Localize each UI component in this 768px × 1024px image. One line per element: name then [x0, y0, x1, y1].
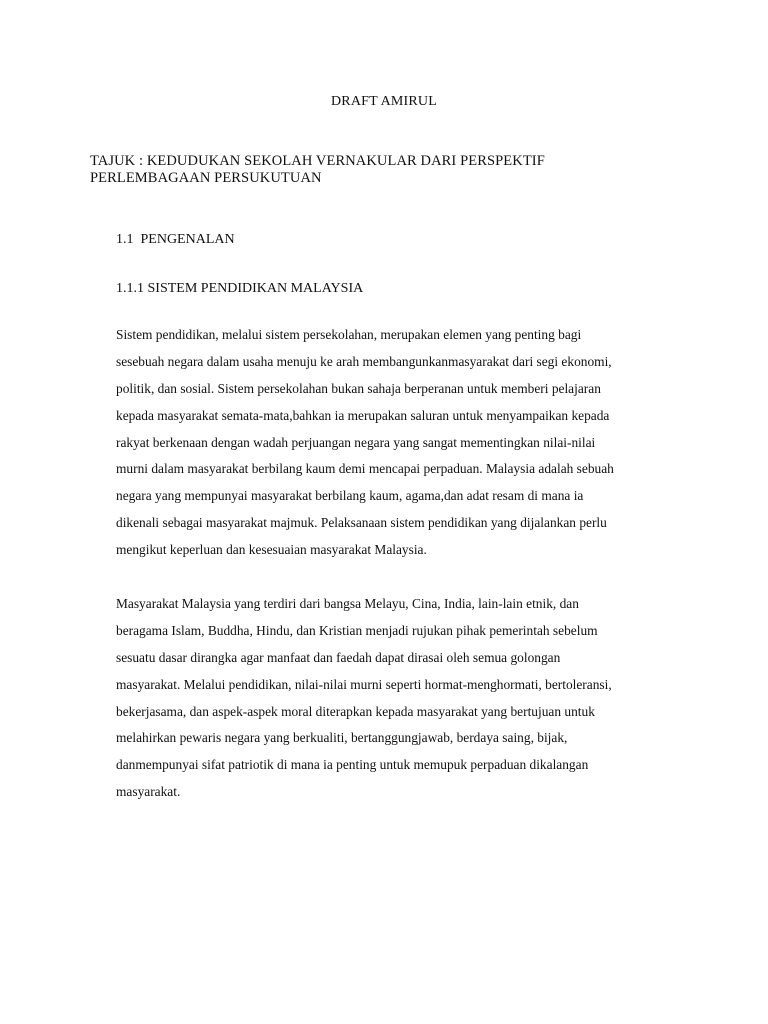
paragraph-line: danmempunyai sifat patriotik di mana ia penting untuk memupuk perpaduan dikalangan [116, 757, 589, 773]
paragraph-line: kepada masyarakat semata-mata,bahkan ia merupakan saluran untuk menyampaikan kepada [116, 407, 610, 423]
paragraph-line: sesebuah negara dalam usaha menuju ke arah membangunkanmasyarakat dari segi ekonomi, [116, 353, 612, 369]
paragraph-line: masyarakat. [116, 784, 181, 800]
paragraph-line: murni dalam masyarakat berbilang kaum demi mencapai perpaduan. Malaysia adalah sebuah [116, 461, 614, 477]
subsection-heading: 1.1.1 SISTEM PENDIDIKAN MALAYSIA [116, 281, 364, 296]
paragraph-line: sesuatu dasar dirangka agar manfaat dan faedah dapat dirasai oleh semua golongan [116, 649, 561, 665]
paragraph-line: rakyat berkenaan dengan wadah perjuangan negara yang sangat mementingkan nilai-nilai [116, 434, 596, 450]
paragraph-line: Sistem pendidikan, melalui sistem persekolahan, merupakan elemen yang penting bagi [116, 327, 582, 342]
document-subject-heading [90, 153, 650, 187]
paragraph-line: mengikut keperluan dan kesesuaian masyarakat Malaysia. [116, 542, 427, 558]
subject-line-2: PERLEMBAGAAN PERSUKUTUAN [90, 170, 322, 186]
subject-line-1: TAJUK : KEDUDUKAN SEKOLAH VERNAKULAR DARI PERSPEKTIF [90, 153, 545, 169]
paragraph-line: dikenali sebagai masyarakat majmuk. Pelaksanaan sistem pendidikan yang dijalankan perlu [116, 515, 607, 531]
paragraph-line: politik, dan sosial. Sistem persekolahan bukan sahaja berperanan untuk memberi pelajaran [116, 380, 601, 396]
paragraph-line: negara yang mempunyai masyarakat berbilang kaum, agama,dan adat resam di mana ia [116, 488, 584, 504]
document-title: DRAFT AMIRUL [331, 94, 437, 109]
paragraph-line: masyarakat. Melalui pendidikan, nilai-nilai murni seperti hormat-menghormati, bertoleransi, [116, 676, 612, 692]
body-paragraph-1 [116, 322, 686, 564]
section-heading: 1.1 PENGENALAN [116, 232, 235, 247]
paragraph-line: bekerjasama, dan aspek-aspek moral diterapkan kepada masyarakat yang bertujuan untuk [116, 703, 595, 719]
paragraph-line: beragama Islam, Buddha, Hindu, dan Kristian menjadi rujukan pihak pemerintah sebelum [116, 622, 598, 638]
paragraph-line: melahirkan pewaris negara yang berkualiti, bertanggungjawab, berdaya saing, bijak, [116, 730, 568, 746]
paragraph-line: Masyarakat Malaysia yang terdiri dari bangsa Melayu, Cina, India, lain-lain etnik, dan [116, 596, 579, 611]
body-paragraph-2 [116, 591, 686, 806]
